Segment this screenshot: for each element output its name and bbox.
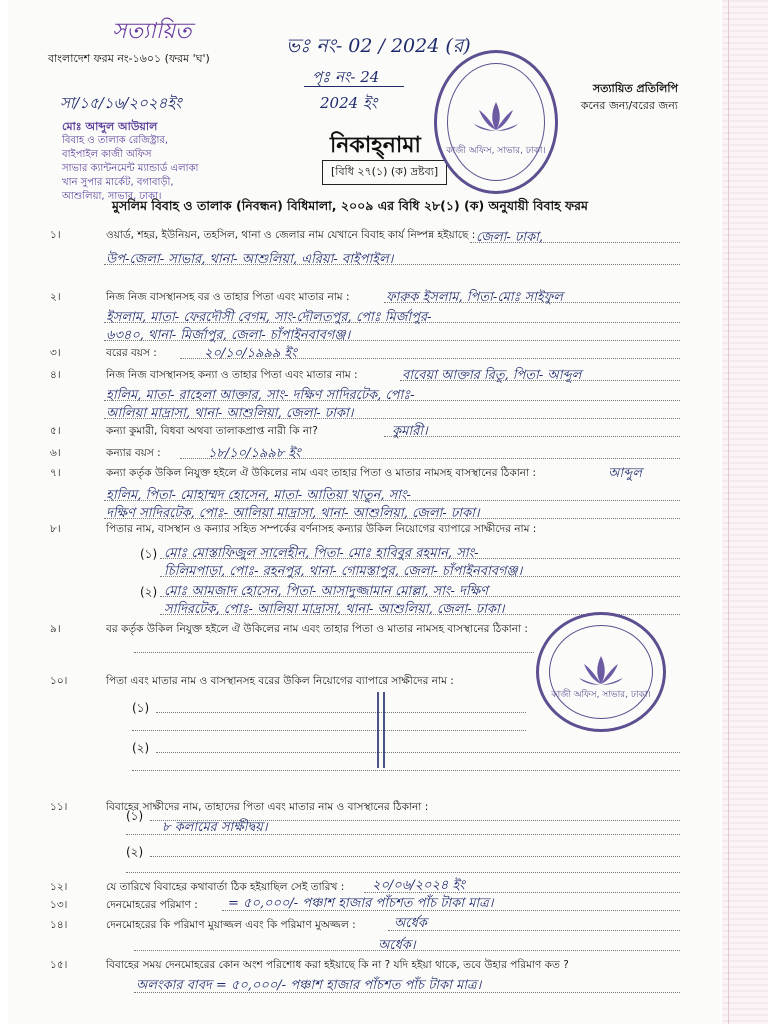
underline: [304, 86, 404, 87]
field-14-answer-2: অর্ধেক।: [378, 938, 416, 953]
answer-line: [104, 340, 680, 341]
field-question: বর কর্তৃক উকিল নিযুক্ত হইলে ঐ উকিলের নাম এবং তাহার পিতা ও মাতার নামসহ বাসস্থানের ঠিকানা :: [106, 623, 528, 635]
field-4-answer-3: আলিয়া মাদ্রাসা, থানা- আশুলিয়া, জেলা- ঢাকা।: [106, 406, 354, 421]
field-question: বরের বয়স :: [106, 347, 157, 359]
answer-line: [126, 872, 680, 873]
witness-1-number: (১): [140, 547, 158, 561]
seal-text: কাজী অফিস, সাভার, ঢাকা।: [551, 689, 651, 700]
field-8-witness-1-line-2: চিলিমপাড়া, পোঃ- রহনপুর, থানা- গোমস্তাপুর, জেলা- চাঁপাইনবাবগঞ্জ।: [164, 564, 523, 579]
registrar-name: মোঃ আব্দুল আউয়াল: [62, 120, 158, 133]
witness-1-number: (১): [126, 809, 144, 823]
field-question: যে তারিখে বিবাহের কথাবার্তা ঠিক হইয়াছিল সেই তারিখ :: [106, 881, 345, 893]
witness-1-number: (১): [132, 701, 150, 715]
field-11-answer: ৮ কলামের সাক্ষীদ্বয়।: [162, 820, 268, 835]
field-number: ১১।: [50, 801, 68, 813]
answer-line: [180, 358, 680, 359]
answer-line: [160, 576, 680, 577]
field-question: দেনমোহরের কি পরিমাণ মুয়াজ্জল এবং কি পরিমাণ মুঅজ্জল :: [106, 919, 356, 931]
field-number: ৪।: [50, 369, 61, 381]
field-number: ১।: [50, 229, 61, 241]
lotus-emblem-icon: [473, 100, 519, 134]
answer-line: [150, 856, 680, 857]
field-number: ১০।: [50, 675, 68, 687]
field-question: কন্যা কুমারী, বিধবা অথবা তালাকপ্রাপ্ত নারী কি না?: [106, 425, 318, 437]
answer-line: [104, 518, 680, 519]
answer-line: [104, 418, 680, 419]
answer-line: [104, 500, 680, 501]
answer-line: [388, 930, 680, 931]
field-question: কন্যা কর্তৃক উকিল নিযুক্ত হইলে ঐ উকিলের নাম এবং তাহার পিতা ও মাতার নামসহ বাসস্থানের ঠিকানা :: [106, 467, 536, 479]
answer-line: [160, 558, 680, 559]
answer-line: [134, 950, 680, 951]
copy-for-label: কনের জন্য/বরের জন্য: [580, 99, 678, 112]
field-3-answer: ২০/১০/১৯৯৯ ইং: [204, 346, 297, 361]
witness-2-number: (২): [126, 845, 144, 859]
field-number: ১৫।: [50, 959, 68, 971]
answer-line: [126, 834, 680, 835]
field-15-answer: অলংকার বাবদ = ৫০,০০০/- পঞ্চাশ হাজার পাঁচশত পাঁচ টাকা মাত্র।: [136, 978, 482, 993]
document-title: নিকাহ্‌নামা: [330, 133, 421, 158]
field-7-answer-1: আব্দুল: [608, 466, 642, 481]
field-2-answer-2: ইসলাম, মাতা- ফেরদৌসী বেগম, সাং-দৌলতপুর, পোঃ মির্জাপুর-: [106, 310, 432, 325]
year: 2024 ইং: [320, 94, 378, 112]
witness-2-number: (২): [132, 741, 150, 755]
field-number: ১২।: [50, 881, 68, 893]
volume-number: ভঃ নং- 02 / 2024 (র): [286, 35, 471, 57]
answer-line: [160, 596, 680, 597]
page-number: পৃঃ নং- 24: [312, 68, 380, 86]
field-number: ৩।: [50, 347, 61, 359]
field-2-answer-3: ৬৩৪০, থানা- মির্জাপুর, জেলা- চাঁপাইনবাবগঞ্জ।: [106, 328, 351, 343]
answer-line: [384, 302, 680, 303]
field-number: ৮।: [50, 523, 61, 535]
field-4-answer-2: হালিম, মাতা- রাহেলা আক্তার, সাং- দক্ষিণ সাদিরটেক, পোঃ-: [106, 388, 415, 403]
field-question: নিজ নিজ বাসস্থানসহ কন্যা ও তাহার পিতা এবং মাতার নাম :: [106, 369, 358, 381]
field-number: ১৪।: [50, 919, 68, 931]
field-1-answer-2: উপ-জেলা- সাভার, থানা- আশুলিয়া, এরিয়া- বাইপাইল।: [106, 252, 394, 267]
answer-line: [134, 992, 680, 993]
field-14-answer-1: অর্ধেক: [394, 916, 427, 931]
binding-edge: [722, 0, 768, 1024]
answer-line: [384, 436, 680, 437]
registrar-office: বাইপাইল কাজী অফিস: [62, 149, 152, 160]
field-question: ওয়ার্ড, শহর, ইউনিয়ন, তহসিল, থানা ও জেলার নাম যেখানে বিবাহ কার্য নিষ্পন্ন হইয়াছে :: [106, 229, 476, 241]
answer-line: [470, 242, 680, 243]
field-question: দেনমোহরের পরিমাণ :: [106, 899, 198, 911]
field-7-answer-3: দক্ষিণ সাদিরটেক, পোঃ- আলিয়া মাদ্রাসা, থানা- আশুলিয়া, জেলা- ঢাকা।: [106, 506, 480, 521]
field-12-answer: ২০/০৬/২০২৪ ইং: [372, 878, 465, 893]
field-question: পিতার নাম, বাসস্থান ও কন্যার সহিত সম্পর্কের বর্ণনাসহ কন্যার উকিল নিয়োগের ব্যাপারে সাক্ষীদের নাম :: [106, 523, 537, 535]
registrar-stamp: [62, 120, 242, 204]
field-question: নিজ নিজ বাসস্থানসহ বর ও তাহার পিতা এবং মাতার নাম :: [106, 291, 350, 303]
registrar-address-2: আশুলিয়া, সাভার, ঢাকা।: [62, 191, 162, 202]
answer-line: [104, 400, 680, 401]
registrar-title: বিবাহ ও তালাক রেজিষ্ট্রার,: [62, 135, 169, 146]
field-8-witness-1-line-1: মোঃ মোস্তাফিজুল সালেহীন, পিতা- মোঃ হাবিবুর রহমান, সাং-: [164, 546, 479, 561]
answer-line: [132, 770, 680, 771]
field-number: ২।: [50, 291, 61, 303]
field-4-answer-1: বাবেয়া আক্তার রিতু, পিতা- আব্দুল: [402, 368, 582, 383]
answer-line: [400, 380, 680, 381]
field-number: ৬।: [50, 447, 61, 459]
answer-line: [222, 910, 680, 911]
registration-date: সা/১৫/১৬/২০২৪ইং: [60, 94, 182, 112]
answer-line: [132, 730, 526, 731]
field-number: ৯।: [50, 623, 61, 635]
seal-text: কাজী অফিস, সাভার, ঢাকা।: [446, 145, 546, 156]
field-number: ১৩।: [50, 899, 68, 911]
field-5-answer: কুমারী।: [392, 424, 428, 439]
field-8-witness-2-line-2: সাদিরটেক, পোঃ- আলিয়া মাদ্রাসা, থানা- আশুলিয়া, জেলা- ঢাকা।: [164, 602, 505, 617]
field-question: বিবাহের সাক্ষীদের নাম, তাহাদের পিতা এবং মাতার নাম ও বাসস্থানের ঠিকানা :: [106, 801, 429, 813]
field-6-answer: ১৮/১০/১৯৯৮ ইং: [208, 446, 301, 461]
rule-reference: [বিধি ২৭(১) (ক) দ্রষ্টব্য]: [322, 160, 447, 185]
field-question: কন্যার বয়স :: [106, 447, 161, 459]
field-question: বিবাহের সময় দেনমোহরের কোন অংশ পরিশোধ করা হইয়াছে কি না ? যদি হইয়া থাকে, তবে উহার পরিমাণ কত ?: [106, 959, 569, 971]
form-heading: মুসলিম বিবাহ ও তালাক (নিবন্ধন) বিধিমালা, ২০০৯ এর বিধি ২৮(১) (ক) অনুযায়ী বিবাহ ফরম: [112, 198, 588, 213]
copy-info: [560, 80, 678, 114]
field-number: ৫।: [50, 425, 61, 437]
answer-line: [364, 892, 680, 893]
field-7-answer-2: হালিম, পিতা- মোহাম্মদ হোসেন, মাতা- আতিয়া খাতুন, সাং-: [106, 488, 411, 503]
registrar-seal-middle: [536, 612, 666, 732]
blank-strike-mark: [374, 690, 388, 770]
answer-line: [156, 712, 526, 713]
registrar-area: সাভার ক্যান্টনমেন্ট ম্যান্ডার্ড এলাকা: [62, 163, 199, 174]
field-13-answer: = ৫০,০০০/- পঞ্চাশ হাজার পাঁচশত পাঁচ টাকা মাত্র।: [228, 896, 494, 911]
form-number: বাংলাদেশ ফরম নং-১৬০১ (ফরম 'ঘ'): [48, 52, 210, 65]
field-number: ৭।: [50, 467, 61, 479]
field-8-witness-2-line-1: মোঃ আমজাদ হোসেন, পিতা- আসাদুজ্জামান মোল্লা, সাং- দক্ষিণ: [164, 584, 488, 599]
registrar-address-1: খান সুপার মার্কেট, বগাবাড়ী,: [62, 177, 174, 188]
answer-line: [156, 752, 680, 753]
field-question: পিতা এবং মাতার নাম ও বাসস্থানসহ বরের উকিল নিয়োগের ব্যাপারে সাক্ষীদের নাম :: [106, 675, 454, 687]
witness-2-number: (২): [140, 585, 158, 599]
registrar-seal-top: [434, 50, 558, 194]
field-2-answer-1: ফারুক ইসলাম, পিতা-মোঃ সাইফুল: [386, 290, 563, 305]
answer-line: [180, 458, 680, 459]
field-1-answer-1: জেলা- ঢাকা,: [476, 230, 544, 245]
answer-line: [104, 264, 680, 265]
answer-line: [134, 652, 534, 653]
answer-line: [104, 322, 680, 323]
certified-copy-label: সত্যায়িত প্রতিলিপি: [592, 82, 678, 95]
attested-stamp: সত্যায়িত: [112, 19, 192, 44]
